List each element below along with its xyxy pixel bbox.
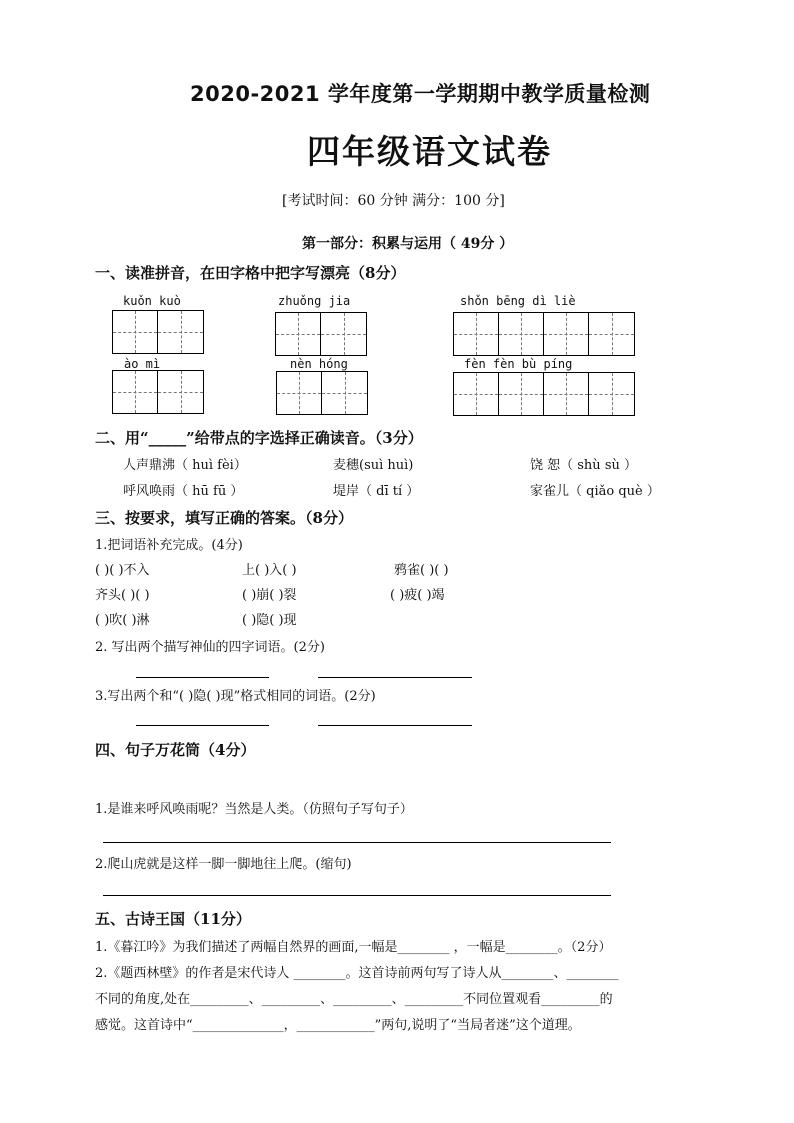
pinyin-label: kuǒn kuò bbox=[123, 294, 181, 308]
answer-line[interactable] bbox=[136, 725, 269, 726]
fill-word[interactable]: 鸦雀( )( ) bbox=[394, 563, 449, 578]
question-text: 感觉。这首诗中“______________，____________”两句,说明了“当局者迷”这个道理。 bbox=[95, 1018, 581, 1033]
pronunciation-item: 家雀儿（ qiǎo què ） bbox=[530, 484, 660, 499]
pronunciation-item: 麦穗(suì huì) bbox=[333, 458, 414, 473]
fill-word[interactable]: ( )吹( )淋 bbox=[95, 613, 150, 628]
pinyin-label: ào mì bbox=[124, 357, 161, 371]
exam-subtitle: 四年级语文试卷 bbox=[307, 132, 552, 171]
answer-line[interactable] bbox=[103, 895, 611, 896]
section4-heading: 四、句子万花筒（4分） bbox=[95, 741, 256, 759]
tianzige-box[interactable] bbox=[275, 312, 367, 356]
tianzige-box[interactable] bbox=[453, 372, 635, 416]
exam-title: 2020-2021 学年度第一学期期中教学质量检测 bbox=[190, 82, 651, 106]
section5-heading: 五、古诗王国（11分） bbox=[95, 910, 251, 928]
question-text: 2.《题西林壁》的作者是宋代诗人 ________。这首诗前两句写了诗人从________、________ bbox=[95, 966, 619, 981]
section2-heading: 二、用“_____”给带点的字选择正确读音。（3分） bbox=[95, 429, 423, 447]
answer-line[interactable] bbox=[318, 725, 472, 726]
part-heading: 第一部分：积累与运用（ 49分 ） bbox=[302, 236, 514, 252]
answer-line[interactable] bbox=[136, 677, 269, 678]
pronunciation-item: 人声鼎沸（ huì fèi） bbox=[123, 458, 247, 473]
answer-line[interactable] bbox=[318, 677, 472, 678]
pinyin-label: shǒn bēng dì liè bbox=[460, 294, 576, 308]
pinyin-label: zhuǒng jia bbox=[278, 294, 351, 308]
tianzige-box[interactable] bbox=[112, 310, 204, 354]
section1-heading: 一、读准拼音，在田字格中把字写漂亮（8分） bbox=[95, 264, 406, 282]
fill-word[interactable]: 齐头( )( ) bbox=[95, 588, 150, 603]
tianzige-box[interactable] bbox=[112, 370, 204, 414]
tianzige-box[interactable] bbox=[453, 312, 635, 356]
question-text: 3.写出两个和“( )隐( )现”格式相同的词语。(2分) bbox=[95, 689, 376, 704]
question-text: 1.把词语补充完成。(4分) bbox=[95, 538, 243, 553]
question-text: 1.是谁来呼风唤雨呢？当然是人类。（仿照句子写句子） bbox=[95, 802, 413, 817]
fill-word[interactable]: ( )疲( )竭 bbox=[390, 588, 445, 603]
pronunciation-item: 堤岸（ dī tí ） bbox=[333, 484, 420, 499]
question-text: 2. 写出两个描写神仙的四字词语。(2分) bbox=[95, 640, 325, 655]
pronunciation-item: 饶 恕（ shù sù ） bbox=[530, 458, 637, 473]
fill-word[interactable]: ( )隐( )现 bbox=[242, 613, 297, 628]
exam-info: [考试时间：60 分钟 满分：100 分] bbox=[282, 193, 505, 209]
tianzige-box[interactable] bbox=[276, 371, 368, 415]
fill-word[interactable]: 上( )入( ) bbox=[242, 563, 297, 578]
question-text: 1.《暮江吟》为我们描述了两幅自然界的画面,一幅是________ ，一幅是________。（2分） bbox=[95, 940, 612, 955]
question-text: 2.爬山虎就是这样一脚一脚地往上爬。(缩句) bbox=[95, 857, 352, 872]
question-text: 不同的角度,处在_________、_________、_________、_________不同位置观看_________的 bbox=[95, 992, 613, 1007]
answer-line[interactable] bbox=[103, 842, 611, 843]
fill-word[interactable]: ( )( )不入 bbox=[95, 563, 150, 578]
pinyin-label: fèn fèn bù píng bbox=[464, 357, 573, 371]
pinyin-label: nèn hóng bbox=[290, 357, 348, 371]
pronunciation-item: 呼风唤雨（ hū fū ） bbox=[123, 484, 244, 499]
fill-word[interactable]: ( )崩( )裂 bbox=[242, 588, 297, 603]
section3-heading: 三、按要求，填写正确的答案。（8分） bbox=[95, 509, 353, 527]
